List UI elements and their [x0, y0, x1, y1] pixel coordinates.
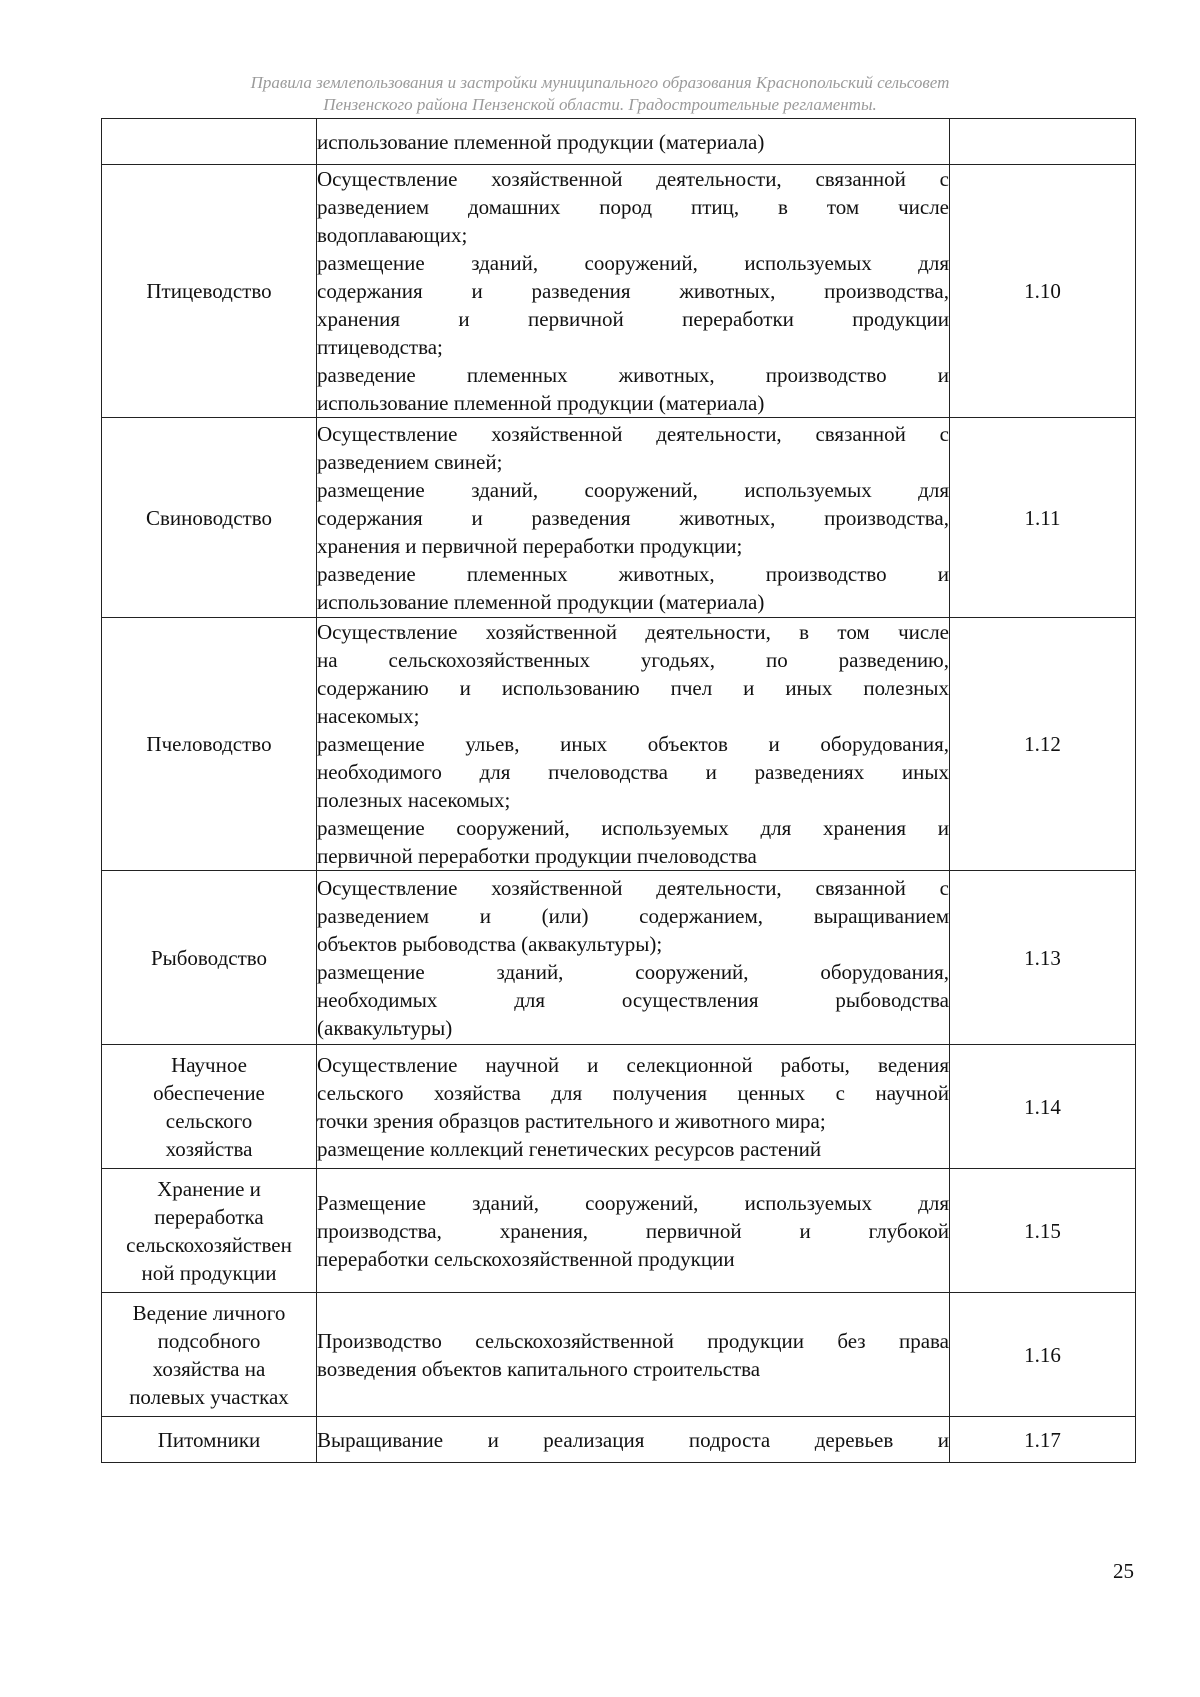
row-code: 1.11: [1024, 505, 1061, 530]
row-code-cell: [950, 871, 1136, 1045]
row-description-cell: [317, 1417, 950, 1463]
row-description-cell: [317, 418, 950, 618]
row-code: 1.15: [1024, 1218, 1061, 1243]
row-name-line: Научное: [171, 1052, 247, 1077]
description-line: размещение коллекций генетических ресурсов растений: [317, 1136, 822, 1161]
description-line: Осуществление хозяйственной деятельности, в том числе: [317, 620, 949, 644]
description-line: использование племенной продукции (материала): [317, 589, 765, 614]
description-line: разведением и (или) содержанием, выращиванием: [317, 903, 949, 928]
row-name-line: Питомники: [157, 1427, 261, 1452]
row-code: 1.10: [1024, 279, 1061, 303]
description-line: первичной переработки продукции пчеловодства: [317, 844, 757, 868]
description-line: хранения и первичной переработки продукции;: [317, 533, 743, 558]
row-name-cell: [102, 1045, 317, 1169]
row-code: 1.14: [1024, 1094, 1061, 1119]
row-name-line: хозяйства: [165, 1136, 253, 1161]
description-line: Осуществление хозяйственной деятельности, связанной с: [317, 421, 949, 446]
running-header: [100, 72, 1100, 116]
row-name-line: хозяйства на: [152, 1356, 266, 1381]
description-line: содержанию и использованию пчел и иных полезных: [317, 676, 949, 700]
row-name-line: сельского: [165, 1108, 253, 1133]
row-name-line: переработка: [154, 1204, 264, 1229]
description-line: необходимых для осуществления рыбоводства: [317, 987, 949, 1012]
row-description-cell: [317, 618, 950, 871]
description-line: (аквакультуры): [317, 1015, 453, 1040]
description-line: насекомых;: [317, 704, 420, 728]
row-code-cell: [950, 418, 1136, 618]
row-name-cell: [102, 871, 317, 1045]
running-header-line-1: Правила землепользования и застройки муниципального образования Краснопольский сельсовет: [250, 73, 950, 92]
row-code-cell: [950, 1169, 1136, 1293]
row-description-cell: [317, 1293, 950, 1417]
description-line: содержания и разведения животных, производства,: [317, 279, 949, 303]
table-row: [102, 165, 1136, 418]
row-name-line: сельскохозяйствен: [126, 1232, 292, 1257]
row-name-line: подсобного: [157, 1328, 261, 1353]
row-name-cell: [102, 119, 317, 165]
description-line: Осуществление хозяйственной деятельности, связанной с: [317, 875, 949, 900]
row-name-line: полевых участках: [129, 1384, 289, 1409]
description-line: хранения и первичной переработки продукции: [317, 307, 949, 331]
description-line: Производство сельскохозяйственной продукции без права: [317, 1328, 949, 1353]
row-name-line: обеспечение: [153, 1080, 265, 1105]
row-name-cell: [102, 1169, 317, 1293]
running-header-line-2: Пензенского района Пензенской области. Градостроительные регламенты.: [323, 95, 877, 114]
description-line: разведение племенных животных, производство и: [317, 363, 949, 387]
description-line: возведения объектов капитального строительства: [317, 1356, 761, 1381]
description-line: разведение племенных животных, производство и: [317, 561, 949, 586]
description-line: разведением свиней;: [317, 449, 503, 474]
description-line: размещение зданий, сооружений, оборудования,: [317, 959, 949, 984]
row-name-cell: [102, 618, 317, 871]
description-line: содержания и разведения животных, производства,: [317, 505, 949, 530]
row-code-cell: [950, 1045, 1136, 1169]
row-name-line: Рыбоводство: [150, 945, 268, 970]
row-name-cell: [102, 1417, 317, 1463]
land-use-table: [101, 118, 1136, 1463]
description-line: объектов рыбоводства (аквакультуры);: [317, 931, 663, 956]
row-code-cell: [950, 165, 1136, 418]
row-name-line: Пчеловодство: [146, 732, 272, 756]
description-line: размещение зданий, сооружений, используемых для: [317, 251, 949, 275]
description-line: сельского хозяйства для получения ценных с научной: [317, 1080, 949, 1105]
description-line: Осуществление хозяйственной деятельности, связанной с: [317, 167, 949, 191]
description-line: Размещение зданий, сооружений, используемых для: [317, 1190, 949, 1215]
row-code: 1.12: [1024, 732, 1061, 756]
description-line: размещение зданий, сооружений, используемых для: [317, 477, 949, 502]
table-row: [102, 871, 1136, 1045]
row-name-cell: [102, 165, 317, 418]
row-code-cell: [950, 119, 1136, 165]
table-row: [102, 1045, 1136, 1169]
table-row: [102, 418, 1136, 618]
row-description-cell: [317, 165, 950, 418]
row-name-line: Хранение и: [157, 1176, 261, 1201]
description-line: полезных насекомых;: [317, 788, 511, 812]
description-line: разведением домашних пород птиц, в том числе: [317, 195, 949, 219]
row-name-cell: [102, 1293, 317, 1417]
description-line: размещение ульев, иных объектов и оборудования,: [317, 732, 949, 756]
row-description-cell: [317, 1169, 950, 1293]
row-code: 1.17: [1024, 1427, 1061, 1452]
row-code: 1.16: [1024, 1342, 1061, 1367]
row-description-cell: [317, 119, 950, 165]
description-line: водоплавающих;: [317, 223, 468, 247]
table-row: [102, 618, 1136, 871]
description-line: необходимого для пчеловодства и разведениях иных: [317, 760, 949, 784]
table-row: [102, 1417, 1136, 1463]
table-row: [102, 1169, 1136, 1293]
row-name-line: Ведение личного: [132, 1300, 286, 1325]
row-name-line: Птицеводство: [146, 279, 272, 303]
description-line: точки зрения образцов растительного и животного мира;: [317, 1108, 826, 1133]
description-line: на сельскохозяйственных угодьях, по разведению,: [317, 648, 949, 672]
land-use-table-body: [102, 119, 1136, 1463]
table-row: [102, 1293, 1136, 1417]
description-line: Осуществление научной и селекционной работы, ведения: [317, 1052, 949, 1077]
description-line: производства, хранения, первичной и глубокой: [317, 1218, 949, 1243]
row-description-cell: [317, 1045, 950, 1169]
description-line: переработки сельскохозяйственной продукции: [317, 1246, 735, 1271]
page-number: 25: [1113, 1559, 1134, 1583]
description-line: Выращивание и реализация подроста деревьев и: [317, 1427, 949, 1452]
description-line: использование племенной продукции (материала): [317, 129, 765, 154]
description-line: размещение сооружений, используемых для хранения и: [317, 816, 949, 840]
table-row: [102, 119, 1136, 165]
row-code-cell: [950, 1293, 1136, 1417]
description-line: птицеводства;: [317, 335, 443, 359]
row-code-cell: [950, 618, 1136, 871]
row-name-cell: [102, 418, 317, 618]
row-code-cell: [950, 1417, 1136, 1463]
row-code: 1.13: [1024, 945, 1061, 970]
row-name-line: Свиноводство: [145, 505, 273, 530]
row-name-line: ной продукции: [141, 1260, 277, 1285]
description-line: использование племенной продукции (материала): [317, 391, 765, 415]
row-description-cell: [317, 871, 950, 1045]
